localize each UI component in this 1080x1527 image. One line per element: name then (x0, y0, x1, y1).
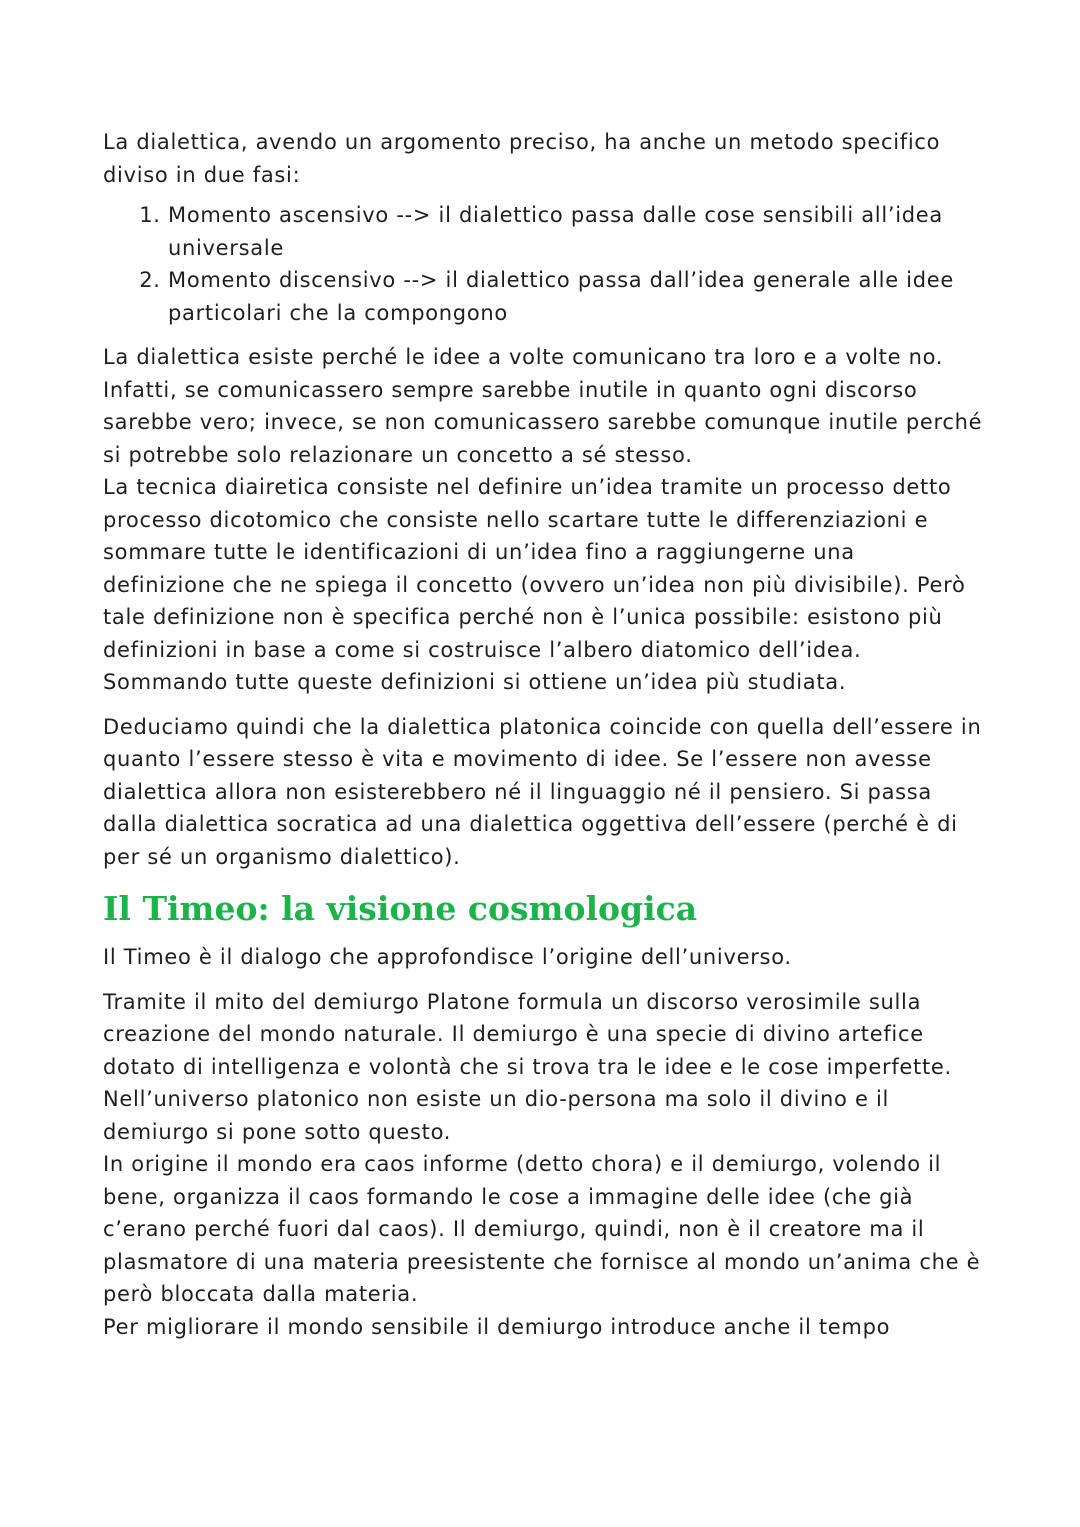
section-heading: Il Timeo: la visione cosmologica (103, 889, 698, 928)
paragraph-time: Per migliorare il mondo sensibile il demiurgo introduce anche il tempo (103, 1314, 891, 1339)
document-page (103, 126, 983, 1343)
list-item: 1. Momento ascensivo --> il dialettico passa dalle cose sensibili all’idea universale (168, 199, 983, 264)
intro-paragraph: La dialettica, avendo un argomento preciso, ha anche un metodo specifico diviso in due fasi: (103, 130, 941, 187)
paragraph-deduction: Deduciamo quindi che la dialettica platonica coincide con quella dell’essere in quanto l’essere stesso è vita e movimento di idee. Se l’essere non avesse dialettica allora non esisterebbero né il linguaggio né il pensiero. Si passa dalla dialettica socratica ad una dialettica oggettiva dell’essere (perché è di per sé un organismo dialettico). (103, 714, 982, 869)
paragraph-dialectic-exists: La dialettica esiste perché le idee a volte comunicano tra loro e a volte no. Infatti, se comunicassero sempre sarebbe inutile in quanto ogni discorso sarebbe vero; invece, se non comunicassero sarebbe comunque inutile perché si potrebbe solo relazionare un concetto a sé stesso. (103, 345, 983, 467)
method-steps-list (103, 199, 983, 329)
paragraph-timeo: Il Timeo è il dialogo che approfondisce l’origine dell’universo. (103, 945, 792, 969)
paragraph-origin: In origine il mondo era caos informe (detto chora) e il demiurgo, volendo il bene, organizza il caos formando le cose a immagine delle idee (che già c’erano perché fuori dal caos). Il demiurgo, quindi, non è il creatore ma il plasmatore di una materia preesistente che fornisce al mondo un’anima che è però bloccata dalla materia. (103, 1152, 981, 1306)
list-item: 2. Momento discensivo --> il dialettico passa dall’idea generale alle idee particolari che la compongono (168, 264, 983, 329)
paragraph-demiurge: Tramite il mito del demiurgo Platone formula un discorso verosimile sulla creazione del mondo naturale. Il demiurgo è una specie di divino artefice dotato di intelligenza e volontà che si trova tra le idee e le cose imperfette. Nell’universo platonico non esiste un dio-persona ma solo il divino e il demiurgo si pone sotto questo. (103, 989, 952, 1144)
paragraph-diairetic-technique: La tecnica diairetica consiste nel definire un’idea tramite un processo detto processo dicotomico che consiste nello scartare tutte le differenziazioni e sommare tutte le identificazioni di un’idea fino a raggiungerne una definizione che ne spiega il concetto (ovvero un’idea non più divisibile). Però tale definizione non è specifica perché non è l’unica possibile: esistono più definizioni in base a come si costruisce l’albero diatomico dell’idea. Sommando tutte queste definizioni si ottiene un’idea più studiata. (103, 475, 966, 694)
